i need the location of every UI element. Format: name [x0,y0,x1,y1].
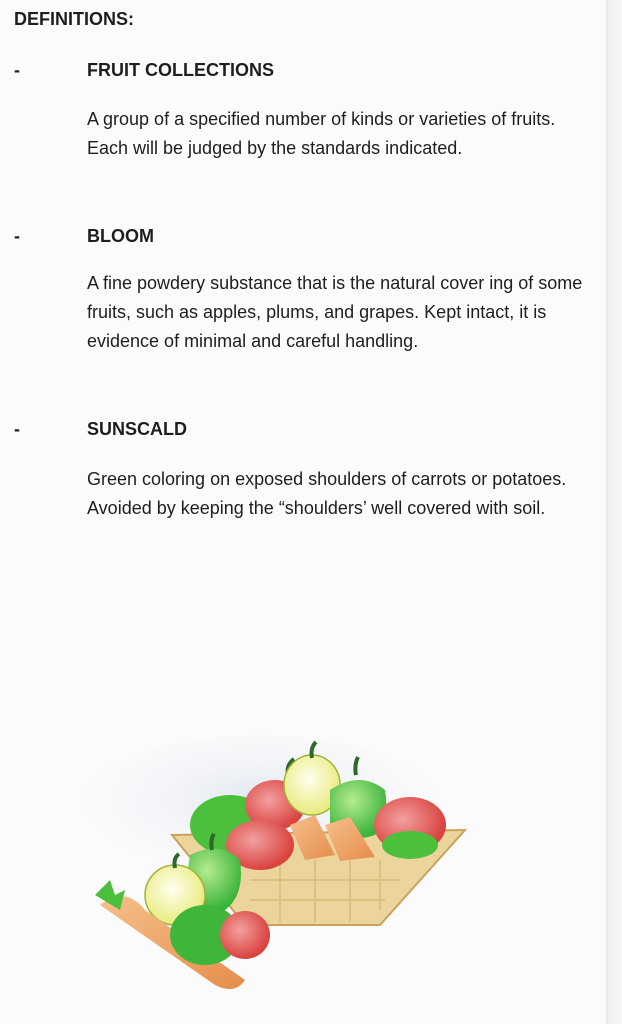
term-label: BLOOM [87,226,154,246]
definition-fruit-collections: A group of a specified number of kinds or varieties of fruits. Each will be judged by the standards indicated. [87,109,556,158]
show-through-text [370,6,570,30]
definition-sunscald: Green coloring on exposed shoulders of carrots or potatoes. Avoided by keeping the “shoulders’ well covered with soil. [87,469,567,518]
bullet-dash: - [14,226,20,246]
bullet-dash: - [14,60,20,80]
definition-bloom: A fine powdery substance that is the natural cover ing of some fruits, such as apples, plums, and grapes. Kept intact, it is evidence of minimal and careful handling. [87,273,583,351]
term-sunscald [14,419,187,440]
page-title: DEFINITIONS: [14,9,134,29]
lettuce-icon [382,831,438,859]
vegetable-basket-illustration [80,730,480,990]
term-bloom [14,226,154,247]
term-label: FRUIT COLLECTIONS [87,60,274,80]
term-fruit-collections [14,60,274,81]
tomato-icon [220,911,270,959]
page-edge [606,0,622,1024]
term-label: SUNSCALD [87,419,188,439]
bullet-dash: - [14,419,20,439]
